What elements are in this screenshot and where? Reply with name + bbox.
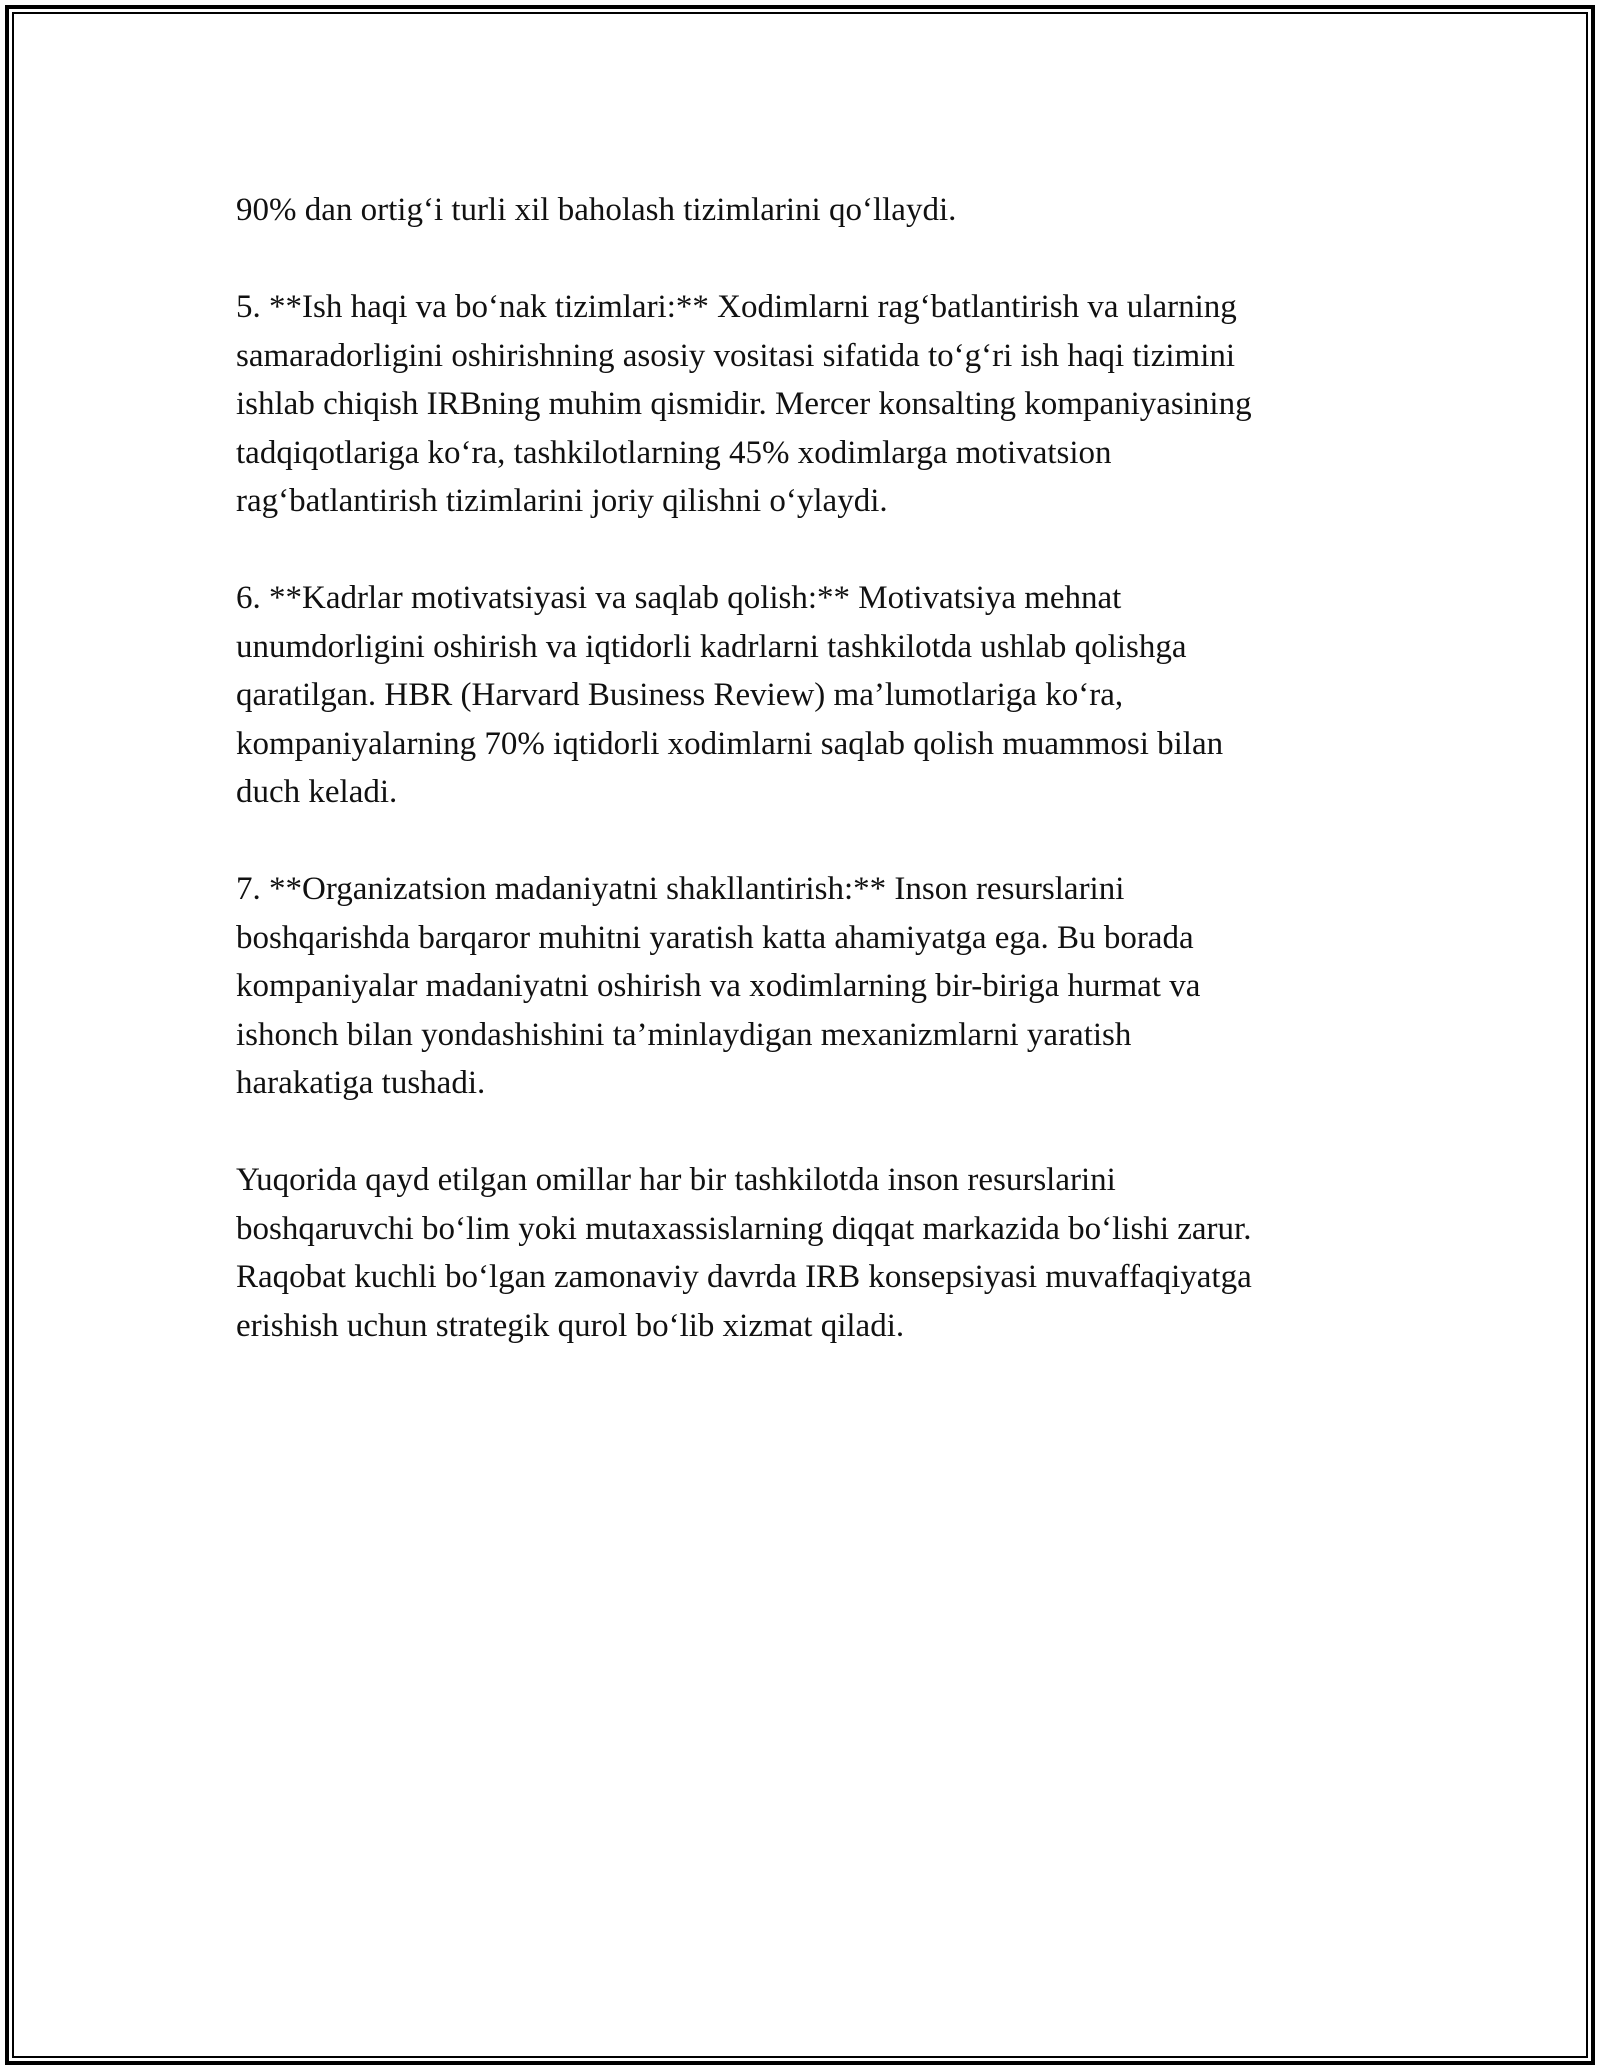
- paragraph-continuation: 90% dan ortig‘i turli xil baholash tizimlarini qo‘llaydi.: [236, 192, 957, 228]
- paragraph-item-6-motivation: 6. **Kadrlar motivatsiyasi va saqlab qolish:** Motivatsiya mehnat unumdorligini oshirish va iqtidorli kadrlarni tashkilotda ushlab qolishga qaratilgan. HBR (Harvard Business Review) ma’lumotlariga ko‘ra, kompaniyalarning 70% iqtidorli xodimlarni saqlab qolish muammosi bilan duch keladi.: [236, 580, 1224, 810]
- document-body: [236, 186, 1376, 1399]
- paragraph-item-5-salary-systems: 5. **Ish haqi va bo‘nak tizimlari:** Xodimlarni rag‘batlantirish va ularning samaradorligini oshirishning asosiy vositasi sifatida to‘g‘ri ish haqi tizimini ishlab chiqish IRBning muhim qismidir. Mercer konsalting kompaniyasining tadqiqotlariga ko‘ra, tashkilotlarning 45% xodimlarga motivatsion rag‘batlantirish tizimlarini joriy qilishni o‘ylaydi.: [236, 289, 1252, 519]
- paragraph-item-7-organizational-culture: 7. **Organizatsion madaniyatni shakllantirish:** Inson resurslarini boshqarishda barqaror muhitni yaratish katta ahamiyatga ega. Bu borada kompaniyalar madaniyatni oshirish va xodimlarning bir-biriga hurmat va ishonch bilan yondashishini ta’minlaydigan mexanizmlarni yaratish harakatiga tushadi.: [236, 871, 1201, 1101]
- paragraph-conclusion: Yuqorida qayd etilgan omillar har bir tashkilotda inson resurslarini boshqaruvchi bo‘lim yoki mutaxassislarning diqqat markazida bo‘lishi zarur. Raqobat kuchli bo‘lgan zamonaviy davrda IRB konsepsiyasi muvaffaqiyatga erishish uchun strategik qurol bo‘lib xizmat qiladi.: [236, 1162, 1252, 1344]
